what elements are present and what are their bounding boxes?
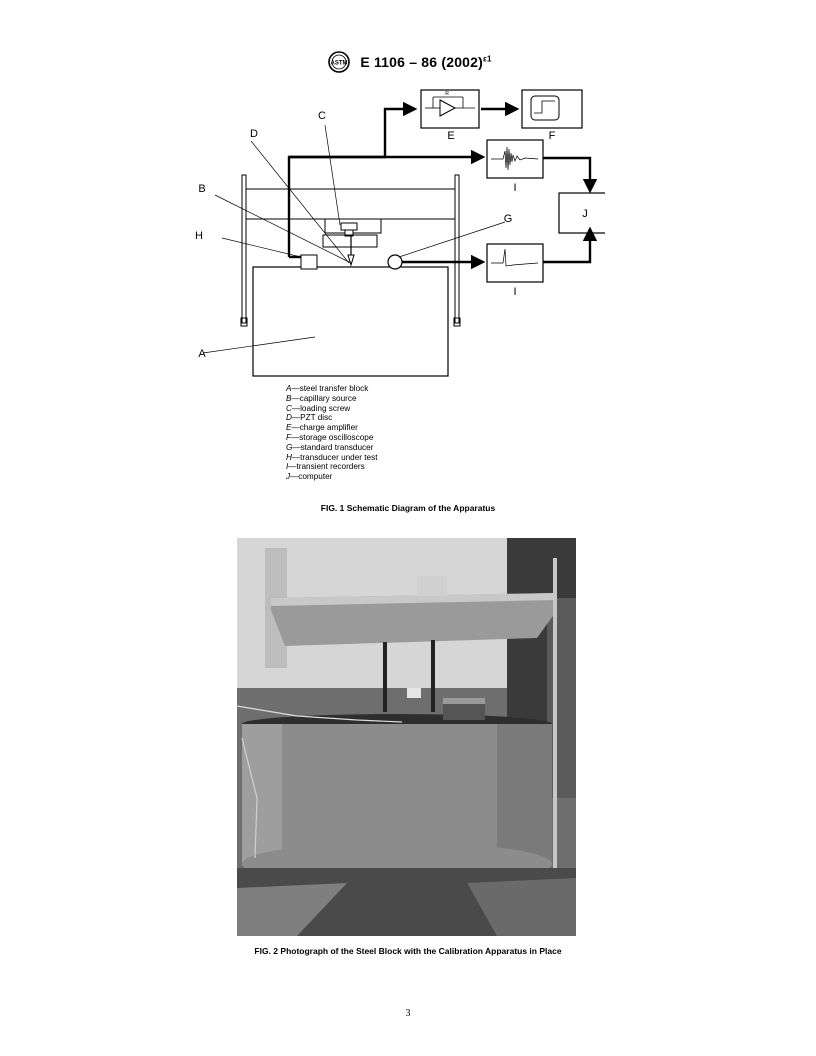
- pzt-disc: [348, 255, 354, 265]
- steel-block: [253, 267, 448, 376]
- schematic-diagram: [185, 85, 605, 380]
- label-f: F: [548, 130, 556, 142]
- label-b: B: [198, 183, 206, 195]
- page-header: [0, 50, 816, 74]
- legend-item: G—standard transducer: [286, 442, 374, 452]
- label-h: H: [195, 230, 203, 242]
- designation-superscript: ε1: [483, 54, 492, 64]
- transducer-under-test: [301, 255, 317, 269]
- label-i-top: I: [513, 182, 517, 194]
- label-i-bottom: I: [513, 286, 517, 298]
- right-post: [455, 175, 459, 323]
- legend-item: H—transducer under test: [286, 452, 378, 462]
- figure-legend: [286, 384, 546, 482]
- label-a: A: [198, 348, 206, 360]
- charge-amplifier: [421, 90, 479, 128]
- legend-item: D—PZT disc: [286, 413, 333, 423]
- label-g: G: [503, 213, 513, 225]
- left-post: [242, 175, 246, 323]
- legend-item: A—steel transfer block: [286, 384, 369, 393]
- legend-item: F—storage oscilloscope: [286, 432, 374, 442]
- amplifier-mark: R: [445, 91, 449, 97]
- label-d: D: [250, 128, 258, 140]
- page-number: 3: [405, 1008, 411, 1019]
- document-designation: [360, 54, 491, 70]
- label-c: C: [318, 110, 326, 122]
- standard-transducer: [388, 255, 402, 269]
- label-e: E: [447, 130, 455, 142]
- apparatus-photograph: [237, 538, 576, 936]
- logo-lettering: ASTM: [330, 60, 348, 67]
- legend-item: J—computer: [286, 472, 333, 482]
- designation-text: E 1106 – 86 (2002): [360, 54, 484, 70]
- legend-item: B—capillary source: [286, 393, 357, 403]
- legend-item: E—charge amplifier: [286, 423, 358, 433]
- label-j: J: [582, 208, 588, 220]
- figure2-caption: FIG. 2 Photograph of the Steel Block with the Calibration Apparatus in Place: [254, 946, 562, 956]
- figure1-caption: FIG. 1 Schematic Diagram of the Apparatus: [320, 503, 496, 513]
- astm-logo-icon: [324, 51, 354, 73]
- legend-item: C—loading screw: [286, 403, 351, 413]
- legend-item: I—transient recorders: [286, 462, 365, 472]
